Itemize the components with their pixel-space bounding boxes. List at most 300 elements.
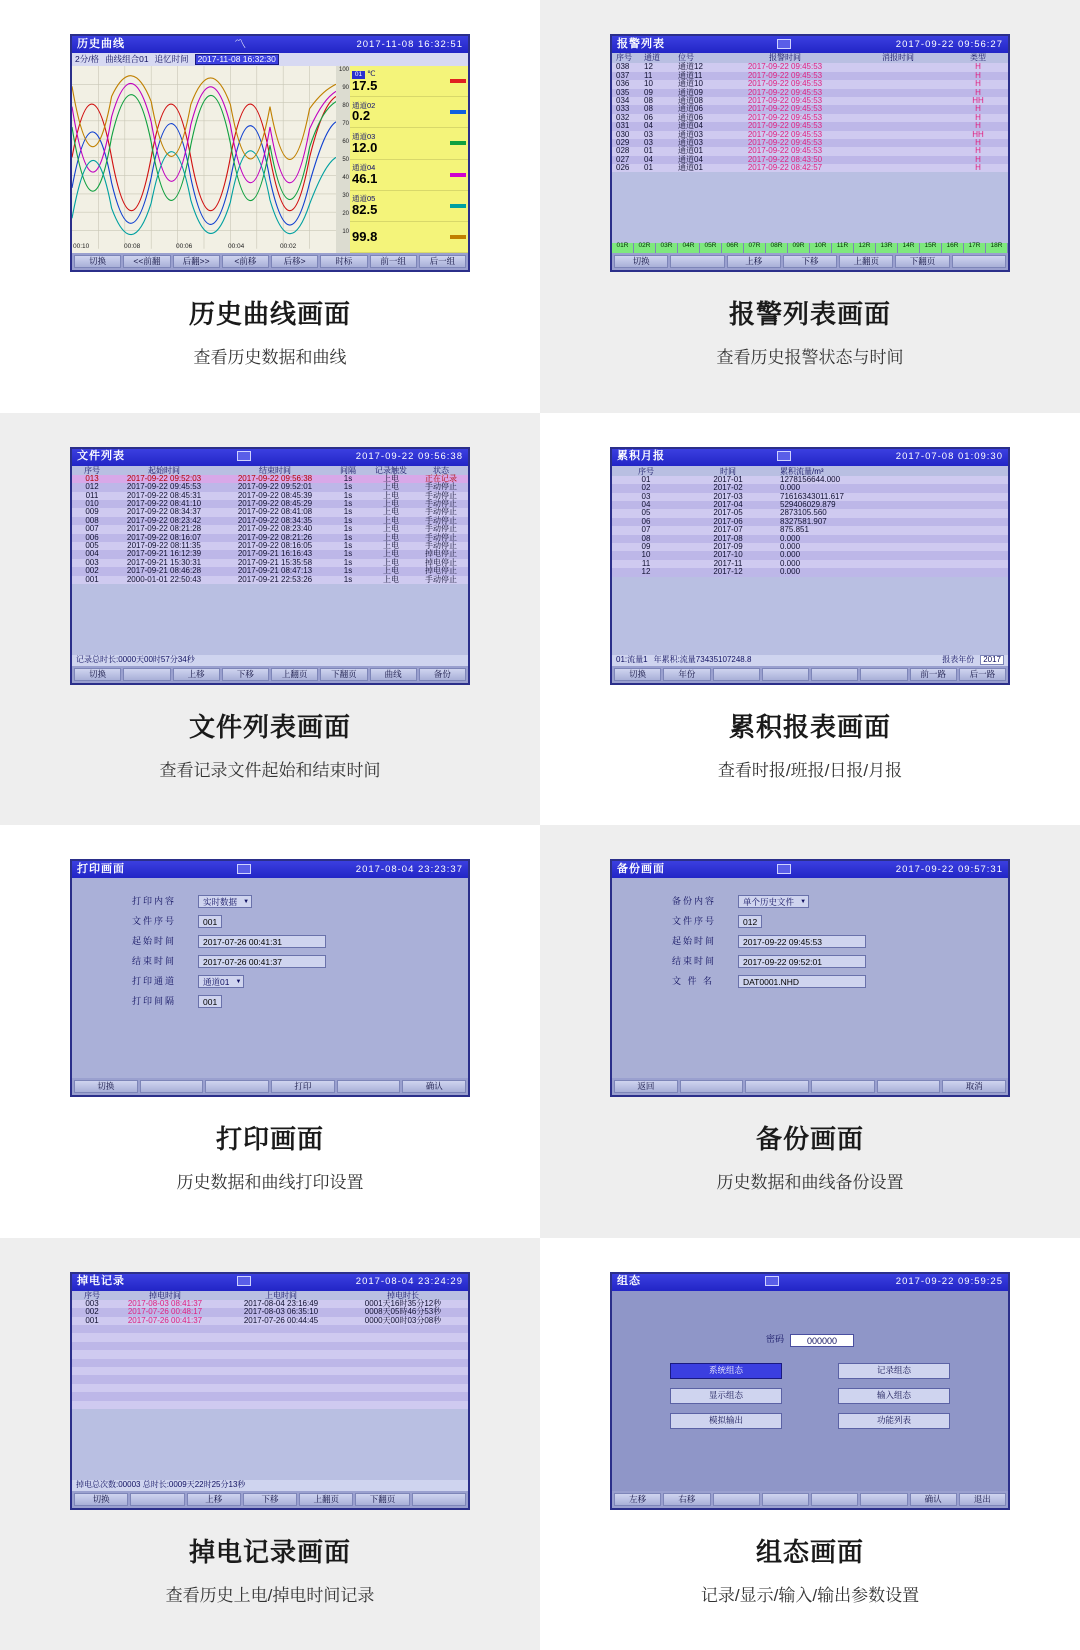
backup-form: [612, 895, 1008, 1078]
table-row[interactable]: [612, 568, 1008, 576]
curve-body: [72, 66, 468, 253]
cell-channel: 01: [644, 146, 653, 156]
softkey-bar: [612, 1078, 1008, 1095]
cell-start: 2017-09-21 08:46:28: [126, 566, 202, 576]
cell-no: 003: [85, 1298, 99, 1308]
channel-status-cell[interactable]: 05R: [700, 243, 722, 253]
softkey-next-group[interactable]: 后一组: [419, 255, 466, 268]
softkey-timescale[interactable]: 时标: [320, 255, 367, 268]
softkey-blank[interactable]: [123, 668, 170, 681]
table-row[interactable]: [612, 526, 1008, 534]
cell-end: 2017-09-22 08:34:35: [237, 515, 313, 525]
cell-trigger: 上电: [383, 490, 399, 500]
cell-alarm-time: 2017-09-22 09:45:53: [747, 129, 823, 139]
cell-state: 手动停止: [425, 499, 457, 509]
recall-time-field[interactable]: 2017-11-08 16:32:30: [195, 54, 279, 65]
field-value[interactable]: 001: [198, 995, 222, 1008]
field-value[interactable]: 2017-07-26 00:41:31: [198, 935, 326, 948]
cell-state: 手动停止: [425, 490, 457, 500]
cell-type: H: [975, 163, 981, 173]
cell-state: 手动停止: [425, 574, 457, 584]
channel-status-cell[interactable]: 08R: [766, 243, 788, 253]
softkey-blank2[interactable]: [205, 1080, 269, 1093]
table-row[interactable]: [72, 1317, 468, 1325]
caption-subtitle: 查看记录文件起始和结束时间: [159, 760, 381, 780]
y-label: 80: [342, 103, 349, 109]
table-row-empty: [72, 1367, 468, 1375]
table-row[interactable]: [72, 576, 468, 584]
softkey-prev-channel[interactable]: 前一路: [910, 668, 957, 681]
form-row: [132, 935, 468, 948]
cell-time: 2017-02: [713, 483, 743, 493]
cell-total: 529406029.879: [780, 500, 836, 510]
screen-clock: 2017-08-04 23:24:29: [355, 1276, 463, 1288]
screen-monthly-report[interactable]: [610, 447, 1010, 685]
cell-history-curve: [0, 0, 540, 413]
cell-clear-time: [844, 156, 952, 164]
softkey-page-up[interactable]: 上翻页: [271, 668, 318, 681]
config-button[interactable]: 功能列表: [838, 1413, 950, 1429]
channel-readout[interactable]: [350, 222, 468, 253]
titlebar: [72, 861, 468, 878]
cell-total: 0.000: [780, 542, 801, 552]
softkey-down[interactable]: 下移: [783, 255, 837, 268]
cell-total: 71616343011.617: [780, 491, 844, 501]
power-summary: 掉电总次数:00003 总时长:0009天22时25分13秒: [76, 1479, 246, 1489]
softkey-cancel[interactable]: 取消: [942, 1080, 1006, 1093]
channel-value: 0.2: [352, 108, 371, 124]
channel-readout[interactable]: [350, 191, 468, 222]
field-value[interactable]: 2017-09-22 09:45:53: [738, 935, 866, 948]
softkey-down[interactable]: 下移: [222, 668, 269, 681]
password-label: 密码: [765, 1334, 784, 1345]
form-row: [672, 935, 1008, 948]
softkey-left[interactable]: 左移: [614, 1493, 661, 1506]
softkey-year[interactable]: 年份: [663, 668, 710, 681]
cell-power-down: 2017-07-26 00:41:37: [127, 1315, 203, 1325]
field-select[interactable]: 单个历史文件 ▼: [738, 895, 809, 908]
softkey-bar: [612, 253, 1008, 270]
cell-type: H: [975, 146, 981, 156]
cell-no: 010: [85, 499, 99, 509]
softkey-bar: [72, 1078, 468, 1095]
softkey-blank[interactable]: [670, 255, 724, 268]
softkey-switch[interactable]: 切换: [74, 255, 121, 268]
softkey-back[interactable]: 返回: [614, 1080, 678, 1093]
channel-status-cell[interactable]: 17R: [964, 243, 986, 253]
cell-no: 006: [85, 532, 99, 542]
caption-title: 文件列表画面: [188, 711, 351, 742]
table-row[interactable]: [612, 518, 1008, 526]
cell-tag: 通道04: [678, 121, 703, 131]
cell-duration: 0001天16时35分12秒: [364, 1298, 442, 1308]
cell-tag: 通道10: [678, 79, 703, 89]
cell-interval: 1s: [343, 507, 353, 517]
cell-channel: 03: [644, 137, 653, 147]
softkey-bar: [72, 253, 468, 270]
cell-total: 2873105.560: [780, 508, 827, 518]
field-value[interactable]: DAT0001.NHD: [738, 975, 866, 988]
field-value[interactable]: 001: [198, 915, 222, 928]
softkey-blank1[interactable]: [713, 1493, 760, 1506]
softkey-blank3[interactable]: [337, 1080, 401, 1093]
cell-end: 2017-09-22 08:21:26: [237, 532, 313, 542]
cell-no: 036: [616, 79, 630, 89]
password-input[interactable]: 000000: [790, 1334, 854, 1347]
cell-start: 2017-09-22 08:23:42: [126, 515, 202, 525]
field-value[interactable]: 2017-07-26 00:41:37: [198, 955, 326, 968]
channel-status-cell[interactable]: 11R: [832, 243, 854, 253]
channel-status-cell[interactable]: 15R: [920, 243, 942, 253]
screen-backup[interactable]: [610, 859, 1010, 1097]
col-no: 序号: [84, 465, 100, 475]
curve-group[interactable]: 曲线组合01: [105, 54, 149, 65]
cell-time: 2017-08: [713, 533, 743, 543]
cell-no: 009: [85, 507, 99, 517]
channel-status-cell[interactable]: 06R: [722, 243, 744, 253]
cell-channel: 04: [644, 154, 653, 164]
softkey-switch[interactable]: 切换: [614, 255, 668, 268]
col-power-up: 上电时间: [265, 1290, 297, 1300]
softkey-switch[interactable]: 切换: [74, 1080, 138, 1093]
channel-name: 通道04: [352, 162, 376, 172]
softkey-shift-fwd[interactable]: 后移>: [271, 255, 318, 268]
col-interval: 间隔: [340, 465, 356, 475]
softkey-right[interactable]: 右移: [663, 1493, 710, 1506]
cell-channel: 08: [644, 104, 653, 114]
channel-status-cell[interactable]: 09R: [788, 243, 810, 253]
col-start: 起始时间: [148, 465, 180, 475]
cell-total: 0.000: [780, 533, 801, 543]
cell-interval: 1s: [343, 482, 353, 492]
form-row: [132, 915, 468, 928]
cell-trigger: 上电: [383, 499, 399, 509]
caption-subtitle: 查看历史上电/掉电时间记录: [165, 1585, 375, 1605]
cell-trigger: 上电: [383, 532, 399, 542]
cell-interval: 1s: [343, 532, 353, 542]
channel-status-cell[interactable]: 16R: [942, 243, 964, 253]
cell-trigger: 上电: [383, 473, 399, 483]
softkey-backup[interactable]: 备份: [419, 668, 466, 681]
cell-no: 038: [616, 62, 630, 72]
cell-tag: 通道01: [678, 163, 703, 173]
channel-readout[interactable]: [350, 160, 468, 191]
col-type: 类型: [970, 53, 986, 62]
softkey-blank4[interactable]: [877, 1080, 941, 1093]
softkey-blank2[interactable]: [762, 1493, 809, 1506]
y-label: 20: [342, 211, 349, 217]
cell-no: 08: [641, 533, 651, 543]
cell-type: H: [975, 79, 981, 89]
softkey-page-down[interactable]: 下翻页: [355, 1493, 409, 1506]
cell-tag: 通道09: [678, 87, 703, 97]
cell-channel: 12: [644, 62, 653, 72]
screen-power-log[interactable]: [70, 1272, 470, 1510]
cell-end: 2017-09-21 15:35:58: [237, 557, 313, 567]
softkey-print[interactable]: 打印: [271, 1080, 335, 1093]
config-button[interactable]: 系统组态: [670, 1363, 782, 1379]
cell-state: 掉电停止: [425, 549, 457, 559]
grid-icon: [777, 39, 791, 49]
cell-clear-time: [844, 80, 952, 88]
cell-tag: 通道04: [678, 154, 703, 164]
file-rows: [72, 475, 468, 584]
softkey-page-back[interactable]: <<前翻: [123, 255, 170, 268]
caption-title: 组态画面: [755, 1536, 864, 1567]
cell-interval: 1s: [343, 473, 353, 483]
caption-subtitle: 查看历史数据和曲线: [193, 348, 347, 367]
cell-no: 05: [641, 508, 651, 518]
channel-color-swatch: [450, 235, 466, 239]
channel-readout[interactable]: [350, 66, 468, 97]
softkey-shift-back[interactable]: <前移: [222, 255, 269, 268]
cell-alarm-time: 2017-09-22 09:45:53: [747, 79, 823, 89]
cell-alarm-time: 2017-09-22 08:42:57: [747, 163, 823, 173]
field-label: 打印内容: [132, 895, 177, 906]
softkey-up[interactable]: 上移: [727, 255, 781, 268]
field-label: 起始时间: [132, 935, 177, 946]
cell-no: 034: [616, 95, 630, 105]
table-row[interactable]: [612, 476, 1008, 484]
screen-clock: 2017-07-08 01:09:30: [895, 451, 1003, 463]
cell-no: 030: [616, 129, 630, 139]
channel-readout[interactable]: [350, 97, 468, 128]
table-row-empty: [72, 1384, 468, 1392]
password-row: [612, 1334, 1008, 1347]
softkey-bar: [612, 666, 1008, 683]
col-channel: 通道: [644, 53, 660, 62]
channel-value: 17.5: [352, 77, 378, 93]
table-row[interactable]: [612, 551, 1008, 559]
curve-subbar: [72, 53, 468, 66]
softkey-blank2[interactable]: [762, 668, 809, 681]
cell-monthly-report: [540, 413, 1080, 826]
cell-time: 2017-07: [713, 525, 743, 535]
form-row: [132, 955, 468, 968]
cell-tag: 通道03: [678, 137, 703, 147]
cell-time: 2017-01: [713, 474, 743, 484]
softkey-up[interactable]: 上移: [173, 668, 220, 681]
cell-type: H: [975, 87, 981, 97]
softkey-blank3[interactable]: [811, 1080, 875, 1093]
table-row[interactable]: [612, 543, 1008, 551]
table-row-empty: [72, 1325, 468, 1333]
softkey-prev-group[interactable]: 前一组: [370, 255, 417, 268]
curve-y-axis: [336, 66, 350, 253]
cell-no: 035: [616, 87, 630, 97]
softkey-switch[interactable]: 切换: [614, 668, 661, 681]
table-row[interactable]: [612, 535, 1008, 543]
y-label: 40: [342, 175, 349, 181]
config-button[interactable]: 显示组态: [670, 1388, 782, 1404]
cell-interval: 1s: [343, 541, 353, 551]
softkey-blank3[interactable]: [811, 1493, 858, 1506]
channel-color-swatch: [450, 79, 466, 83]
cell-alarm-list: [540, 0, 1080, 413]
field-value[interactable]: 2017-09-22 09:52:01: [738, 955, 866, 968]
channel-status-cell[interactable]: 07R: [744, 243, 766, 253]
grid-icon: [777, 451, 791, 461]
col-tag: 位号: [678, 53, 694, 62]
channel-status-cell[interactable]: 18R: [986, 243, 1008, 253]
alarm-rows: [612, 63, 1008, 172]
cell-tag: 通道03: [678, 129, 703, 139]
softkey-page-down[interactable]: 下翻页: [320, 668, 367, 681]
cell-no: 005: [85, 541, 99, 551]
cell-clear-time: [844, 131, 952, 139]
cell-interval: 1s: [343, 499, 353, 509]
cell-no: 12: [641, 567, 651, 577]
cell-state: 手动停止: [425, 482, 457, 492]
softkey-exit[interactable]: 退出: [959, 1493, 1006, 1506]
softkey-down[interactable]: 下移: [243, 1493, 297, 1506]
col-no: 序号: [84, 1290, 100, 1300]
softkey-page-up[interactable]: 上翻页: [839, 255, 893, 268]
report-year-value[interactable]: 2017: [980, 655, 1004, 665]
cell-time: 2017-05: [713, 508, 743, 518]
y-label: 70: [342, 121, 349, 127]
report-year-label: 报表年份: [942, 654, 975, 664]
cell-backup: [540, 825, 1080, 1238]
cell-tag: 通道06: [678, 112, 703, 122]
cell-time: 2017-12: [713, 567, 743, 577]
col-state: 状态: [433, 465, 449, 475]
cell-alarm-time: 2017-09-22 09:45:53: [747, 87, 823, 97]
table-row-empty: [72, 1392, 468, 1400]
cell-clear-time: [844, 97, 952, 105]
config-button[interactable]: 输入组态: [838, 1388, 950, 1404]
channel-color-swatch: [450, 141, 466, 145]
cell-total: 0.000: [780, 483, 801, 493]
grid-icon: [237, 864, 251, 874]
cell-trigger: 上电: [383, 507, 399, 517]
channel-status-cell[interactable]: 14R: [898, 243, 920, 253]
cell-trigger: 上电: [383, 541, 399, 551]
channel-status-cell[interactable]: 03R: [656, 243, 678, 253]
screen-print[interactable]: [70, 859, 470, 1097]
softkey-up[interactable]: 上移: [187, 1493, 241, 1506]
softkey-switch[interactable]: 切换: [74, 1493, 128, 1506]
cell-no: 01: [641, 474, 651, 484]
y-label: 10: [342, 229, 349, 235]
channel-readout[interactable]: [350, 128, 468, 159]
screen-file-list[interactable]: [70, 447, 470, 685]
field-select[interactable]: 通道01 ▼: [198, 975, 244, 988]
field-select[interactable]: 实时数据 ▼: [198, 895, 252, 908]
table-row[interactable]: [612, 560, 1008, 568]
softkey-bar: [612, 1491, 1008, 1508]
x-label: 00:08: [124, 243, 141, 250]
cell-no: 011: [85, 490, 99, 500]
cell-type: H: [975, 62, 981, 72]
channel-status-cell[interactable]: 01R: [612, 243, 634, 253]
col-trigger: 记录触发: [375, 465, 407, 475]
softkey-blank2[interactable]: [412, 1493, 466, 1506]
channel-status-cell[interactable]: 10R: [810, 243, 832, 253]
grid-icon: [777, 864, 791, 874]
form-row: [672, 915, 1008, 928]
titlebar: [612, 1274, 1008, 1291]
softkey-blank[interactable]: [130, 1493, 184, 1506]
channel-name: 通道05: [352, 194, 376, 204]
softkey-blank2[interactable]: [745, 1080, 809, 1093]
softkey-blank1[interactable]: [713, 668, 760, 681]
channel-status-cell[interactable]: 02R: [634, 243, 656, 253]
cell-state: 手动停止: [425, 524, 457, 534]
screen-clock: 2017-09-22 09:59:25: [895, 1276, 1003, 1288]
screen-clock: 2017-09-22 09:56:27: [895, 38, 1003, 50]
form-row: [672, 895, 1008, 908]
cell-interval: 1s: [343, 566, 353, 576]
softkey-blank4[interactable]: [860, 668, 907, 681]
channel-status-cell[interactable]: 04R: [678, 243, 700, 253]
titlebar: [612, 36, 1008, 53]
footer-year-total: 年累积:流量73435107248.8: [653, 654, 752, 664]
channel-status-cell[interactable]: 12R: [854, 243, 876, 253]
col-power-down: 掉电时间: [149, 1290, 181, 1300]
form-row: [132, 995, 468, 1008]
softkey-blank1[interactable]: [680, 1080, 744, 1093]
softkey-confirm[interactable]: 确认: [910, 1493, 957, 1506]
titlebar: [72, 449, 468, 466]
softkey-page-fwd[interactable]: 后翻>>: [173, 255, 220, 268]
curve-x-labels: [72, 244, 336, 253]
cell-start: 2017-09-22 08:41:10: [126, 499, 202, 509]
config-button[interactable]: 模拟输出: [670, 1413, 782, 1429]
screen-alarm-list[interactable]: [610, 34, 1010, 272]
caption-subtitle: 历史数据和曲线打印设置: [176, 1173, 364, 1192]
cell-duration: 0008天05時46分53秒: [364, 1307, 442, 1317]
screen-clock: 2017-09-22 09:56:38: [355, 451, 463, 463]
channel-status-cell[interactable]: 13R: [876, 243, 898, 253]
col-duration: 掉电时长: [387, 1290, 419, 1300]
table-row[interactable]: [612, 164, 1008, 172]
softkey-curve[interactable]: 曲线: [370, 668, 417, 681]
softkey-blank1[interactable]: [140, 1080, 204, 1093]
cell-clear-time: [844, 164, 952, 172]
softkey-blank3[interactable]: [811, 668, 858, 681]
cell-type: H: [975, 121, 981, 131]
softkey-blank4[interactable]: [860, 1493, 907, 1506]
screen-config[interactable]: [610, 1272, 1010, 1510]
softkey-page-up[interactable]: 上翻页: [299, 1493, 353, 1506]
caption-subtitle: 记录/显示/输入/输出参数设置: [700, 1585, 920, 1605]
config-button[interactable]: 记录组态: [838, 1363, 950, 1379]
channel-name: 通道03: [352, 131, 376, 141]
x-label: 00:02: [280, 243, 297, 250]
cell-end: 2017-09-22 08:45:29: [237, 499, 313, 509]
cell-time: 2017-06: [713, 516, 743, 526]
softkey-next-channel[interactable]: 后一路: [959, 668, 1006, 681]
cell-no: 027: [616, 154, 630, 164]
caption-title: 备份画面: [755, 1124, 864, 1154]
cell-interval: 1s: [343, 515, 353, 525]
screen-title: 掉电记录: [77, 1275, 125, 1288]
softkey-switch[interactable]: 切换: [74, 668, 121, 681]
field-label: 起始时间: [672, 935, 717, 946]
softkey-page-down[interactable]: 下翻页: [895, 255, 949, 268]
field-value[interactable]: 012: [738, 915, 762, 928]
softkey-blank2[interactable]: [952, 255, 1006, 268]
screen-title: 打印画面: [77, 862, 125, 875]
total-duration: 记录总时长:0000天00时57分34秒: [76, 654, 195, 664]
cell-clear-time: [844, 72, 952, 80]
softkey-confirm[interactable]: 确认: [402, 1080, 466, 1093]
screen-history-curve[interactable]: [70, 34, 470, 272]
cell-no: 002: [85, 566, 99, 576]
caption-title: 报警列表画面: [728, 299, 891, 329]
x-label: 00:10: [73, 243, 90, 250]
